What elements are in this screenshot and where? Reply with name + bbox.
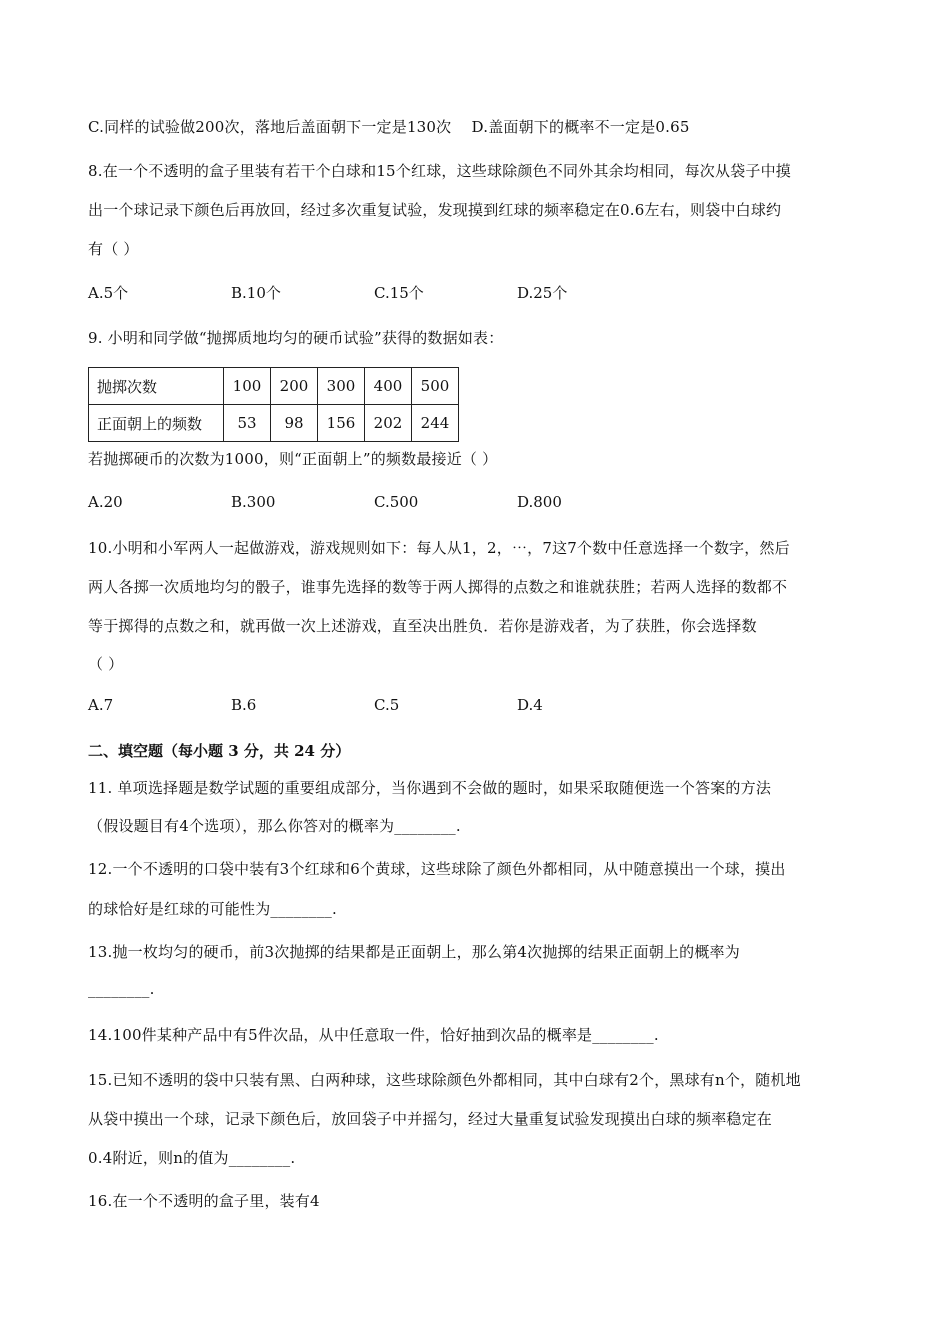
table-cell: 53 [224,405,271,442]
table-cell: 400 [365,368,412,405]
q15-line-3: 0.4附近，则n的值为________. [88,1149,296,1167]
table-row [89,405,459,442]
table-header-cell: 抛掷次数 [89,368,224,405]
table-header-cell: 正面朝上的频数 [89,405,224,442]
table-cell: 98 [271,405,318,442]
q15-line-1: 15.已知不透明的袋中只装有黑、白两种球，这些球除颜色外都相同，其中白球有2个，黑球有n个，随机地 [88,1071,801,1089]
q9-option-c: C.500 [374,493,419,511]
q9-option-a: A.20 [88,493,123,511]
q8-option-c: C.15个 [374,284,424,302]
q9-option-b: B.300 [231,493,276,511]
table-cell: 156 [318,405,365,442]
table-cell: 200 [271,368,318,405]
q10-option-b: B.6 [231,696,257,714]
table-row [89,368,459,405]
q9-option-d: D.800 [517,493,562,511]
q8-option-d: D.25个 [517,284,568,302]
table-cell: 500 [412,368,459,405]
q9-line-1: 9. 小明和同学做“抛掷质地均匀的硬币试验”获得的数据如表： [88,329,504,347]
q13-line-1: 13.抛一枚均匀的硬币，前3次抛掷的结果都是正面朝上，那么第4次抛掷的结果正面朝上的概率为 [88,943,740,961]
q10-line-3: 等于掷得的点数之和，就再做一次上述游戏，直至决出胜负．若你是游戏者，为了获胜，你会选择数 [88,617,757,635]
table-cell: 202 [365,405,412,442]
q10-line-2: 两人各掷一次质地均匀的骰子，谁事先选择的数等于两人掷得的点数之和谁就获胜；若两人选择的数都不 [88,578,788,596]
q10-line-4: （ ） [88,655,124,673]
q10-option-a: A.7 [88,696,114,714]
section-heading: 二、填空题（每小题 3 分，共 24 分） [88,742,351,760]
q14-line-1: 14.100件某种产品中有5件次品，从中任意取一件，恰好抽到次品的概率是________. [88,1026,659,1044]
table-cell: 100 [224,368,271,405]
q8-line-3: 有（ ） [88,240,139,258]
frequency-table [88,367,459,442]
q8-option-b: B.10个 [231,284,281,302]
q10-option-d: D.4 [517,696,543,714]
table-cell: 244 [412,405,459,442]
q11-line-2: （假设题目有4个选项），那么你答对的概率为________. [88,817,461,835]
q8-line-2: 出一个球记录下颜色后再放回，经过多次重复试验，发现摸到红球的频率稳定在0.6左右，则袋中白球约 [88,201,782,219]
q10-option-c: C.5 [374,696,400,714]
q11-line-1: 11. 单项选择题是数学试题的重要组成部分，当你遇到不会做的题时，如果采取随便选一个答案的方法 [88,779,772,797]
q7-options-line: C.同样的试验做200次，落地后盖面朝下一定是130次 D.盖面朝下的概率不一定是0.65 [88,118,690,136]
table-cell: 300 [318,368,365,405]
q13-line-2: ________. [88,980,155,998]
q8-option-a: A.5个 [88,284,129,302]
q10-line-1: 10.小明和小军两人一起做游戏，游戏规则如下：每人从1，2，⋯，7这7个数中任意选择一个数字，然后 [88,539,790,557]
q15-line-2: 从袋中摸出一个球，记录下颜色后，放回袋子中并摇匀，经过大量重复试验发现摸出白球的频率稳定在 [88,1110,773,1128]
q16-line-1: 16.在一个不透明的盒子里，装有4 [88,1192,320,1210]
q9-after-table: 若抛掷硬币的次数为1000，则“正面朝上”的频数最接近（ ） [88,450,498,468]
q12-line-1: 12.一个不透明的口袋中装有3个红球和6个黄球，这些球除了颜色外都相同，从中随意摸出一个球，摸出 [88,860,786,878]
q12-line-2: 的球恰好是红球的可能性为________. [88,900,337,918]
q8-line-1: 8.在一个不透明的盒子里装有若干个白球和15个红球，这些球除颜色不同外其余均相同，每次从袋子中摸 [88,162,792,180]
